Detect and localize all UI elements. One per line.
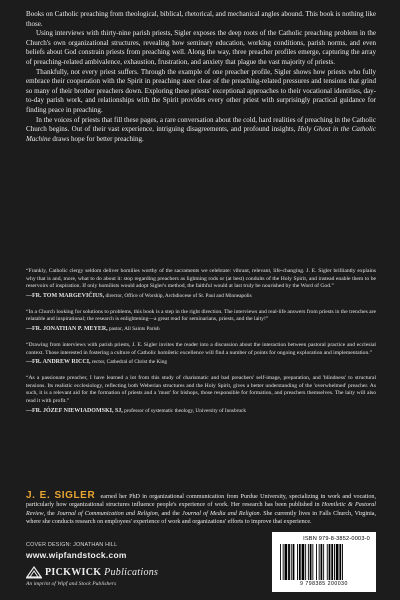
barcode-bar xyxy=(321,544,323,580)
endorsement-quote: “In a Church looking for solutions to problems, this book is a step in the right direction. The interviews and real-life answers from priests in the trenches are relatable and inspirational; the research is enlightening—a great read for seminarians, priests, and the laity!” xyxy=(26,308,376,323)
bio-text: , the xyxy=(43,510,57,517)
publisher-name-first: PICKWICK xyxy=(45,566,102,578)
description-paragraph: Thankfully, not every priest suffers. Through the example of one preacher profile, Sigler shows how priests who fully embrace their cooperation with the Spirit in preaching steer clear of the preaching-related pressures and tensions that grind so many of their brother preachers down. Exploring these priests' exceptional approaches to their vocational identities, day-to-day parish work, and relationships with the Spirit provides every other priest with surprisingly practical guidance for finding peace in preaching. xyxy=(26,67,376,114)
barcode-bar xyxy=(293,544,295,580)
description-paragraph: Books on Catholic preaching from theological, biblical, rhetorical, and mechanical angles abound. This book is nothing like those. xyxy=(26,10,376,28)
endorser-name: —FR. JONATHAN P. MEYER, xyxy=(26,325,108,332)
barcode-bar xyxy=(339,544,341,580)
barcode-bar xyxy=(302,544,305,580)
publisher-website: www.wipfandstock.com xyxy=(26,550,127,560)
author-name: J. E. SIGLER xyxy=(26,490,96,501)
author-bio xyxy=(26,492,376,526)
imprint-line: An imprint of Wipf and Stock Publishers xyxy=(26,581,117,587)
endorser-name: —FR. TOM MARGEVIČIUS, xyxy=(26,292,105,299)
barcode-bar xyxy=(342,544,343,580)
barcode-bar xyxy=(310,544,312,580)
description-text: In the voices of priests that fill these pages, a rare conversation about the cold, hard realities of preaching in the Catholic Church begins. Out of their vast experience, intriguing disagreements, and profound insights, xyxy=(26,115,376,134)
journal-title: Journal of Media and Religion xyxy=(181,510,260,517)
publisher-name xyxy=(45,567,158,578)
barcode-bar xyxy=(285,544,288,580)
barcode-bar xyxy=(319,544,320,580)
barcode-bar xyxy=(305,544,306,580)
endorser-name: —FR. ANDREW RICCI, xyxy=(26,359,91,366)
barcode-bar xyxy=(280,544,281,580)
endorsement xyxy=(26,342,376,367)
barcode-bars xyxy=(278,544,370,580)
barcode-bar xyxy=(336,544,339,580)
barcode-bar xyxy=(323,544,324,580)
barcode-bar xyxy=(283,544,284,580)
endorser-name: —FR. JÓZEF NIEWIADOMSKI, SJ, xyxy=(26,407,123,414)
barcode-bar xyxy=(299,544,301,580)
endorser-role: rector, Cathedral of Christ the King xyxy=(90,359,167,366)
endorser-role: professor of systematic theology, University of Innsbruck xyxy=(122,407,247,414)
book-title: Holy Ghost in the Catholic Machine xyxy=(26,125,376,143)
endorsement-attribution xyxy=(26,407,376,416)
endorsement-attribution xyxy=(26,325,376,334)
endorsement-quote: “Frankly, Catholic clergy seldom deliver homilies worthy of the sacraments we celebrate: vibrant, relevant, life-changing. J. E. Sigler brilliantly explains why that is and, more, what to do about it: stop regarding preachers as lightning rods or (at best) conduits of the Holy Spirit, and instead enable them to be reservoirs of inspiration. If only homilists would adopt Sigler's method, the faithful would at last truly be nourished by the Word of God.” xyxy=(26,268,376,290)
description-paragraph: Using interviews with thirty-nine parish priests, Sigler exposes the deep roots of the Catholic preaching problem in the Church's own organizational structures, revealing how seminary education, working conditions, parish norms, and even beliefs about God constrain priests from preaching well. Along the way, three preacher profiles emerge, capturing the array of preaching-related ambivalence, exhaustion, frustration, and anxiety that plague the vast majority of priests. xyxy=(26,29,376,66)
barcode-bar xyxy=(288,544,290,580)
isbn-label: ISBN 979-8-3852-0003-0 xyxy=(303,536,370,542)
barcode-bar xyxy=(329,544,331,580)
barcode-bar xyxy=(308,544,309,580)
publisher-brand xyxy=(26,565,226,579)
endorsement xyxy=(26,268,376,301)
description-paragraph xyxy=(26,116,376,145)
book-description xyxy=(26,10,376,144)
endorsements xyxy=(26,268,376,424)
barcode-bar xyxy=(331,544,333,580)
endorsement-quote: “Drawing from interviews with parish priests, J. E. Sigler invites the reader into a discussion about the interaction between pastoral practice and ecclesial context. Those interested in fostering a culture of Catholic homiletic excellence will find a number of points for ongoing exploration and implementation.” xyxy=(26,341,376,356)
endorser-role: director, Office of Worship, Archdiocese of St. Paul and Minneapolis xyxy=(104,292,252,299)
journal-title: Homiletic & Pastoral Review xyxy=(26,502,376,517)
endorsement-attribution xyxy=(26,292,376,301)
publisher-name-second: Publications xyxy=(101,566,159,578)
endorsement-attribution xyxy=(26,358,376,367)
barcode-bar xyxy=(291,544,292,580)
bio-text: earned her PhD in organizational communication from Purdue University, specializing in work and vocation, particularly how organizational structures influence people's experience of work. Her research has been published in xyxy=(26,494,376,509)
endorsement-quote: “As a passionate preacher, I have learned a lot from this study of charismatic and bad preachers' self-image, preparation, and 'blindness' to structural tensions. Its realistic ecclesiology, reflecting both Weberian structures and the Holy Spirit, gives a better understanding of the 'overwhelmed' preacher. As such, it is a relevant aid for the formation of priests and a 'must' for bishops, those responsible for formation, and preachers themselves. The laity will also read it with profit.” xyxy=(26,375,376,404)
barcode-bar xyxy=(334,544,335,580)
journal-title: Journal of Communication and Religion xyxy=(56,510,158,517)
isbn-barcode xyxy=(272,532,376,592)
cover-design-credit: COVER DESIGN: JONATHAN HILL xyxy=(26,542,118,548)
endorsement xyxy=(26,309,376,334)
publisher-credits xyxy=(26,542,226,587)
barcode-bar xyxy=(316,544,317,580)
description-text: draws hope for better preaching. xyxy=(50,134,144,143)
barcode-bar xyxy=(327,544,328,580)
endorsement xyxy=(26,375,376,415)
barcode-digits: 9 798385 200030 xyxy=(300,581,348,587)
pickwick-logo-icon xyxy=(26,565,42,579)
bio-text: , and the xyxy=(157,510,182,517)
endorser-role: pastor, All Saints Parish xyxy=(107,325,160,332)
barcode-bar xyxy=(297,544,298,580)
bio-text: . She currently lives in Falls Church, Virginia, where she conducts research on employees' experience of work and organizations' efforts to improve that experience. xyxy=(26,510,376,525)
barcode-bar xyxy=(312,544,313,580)
